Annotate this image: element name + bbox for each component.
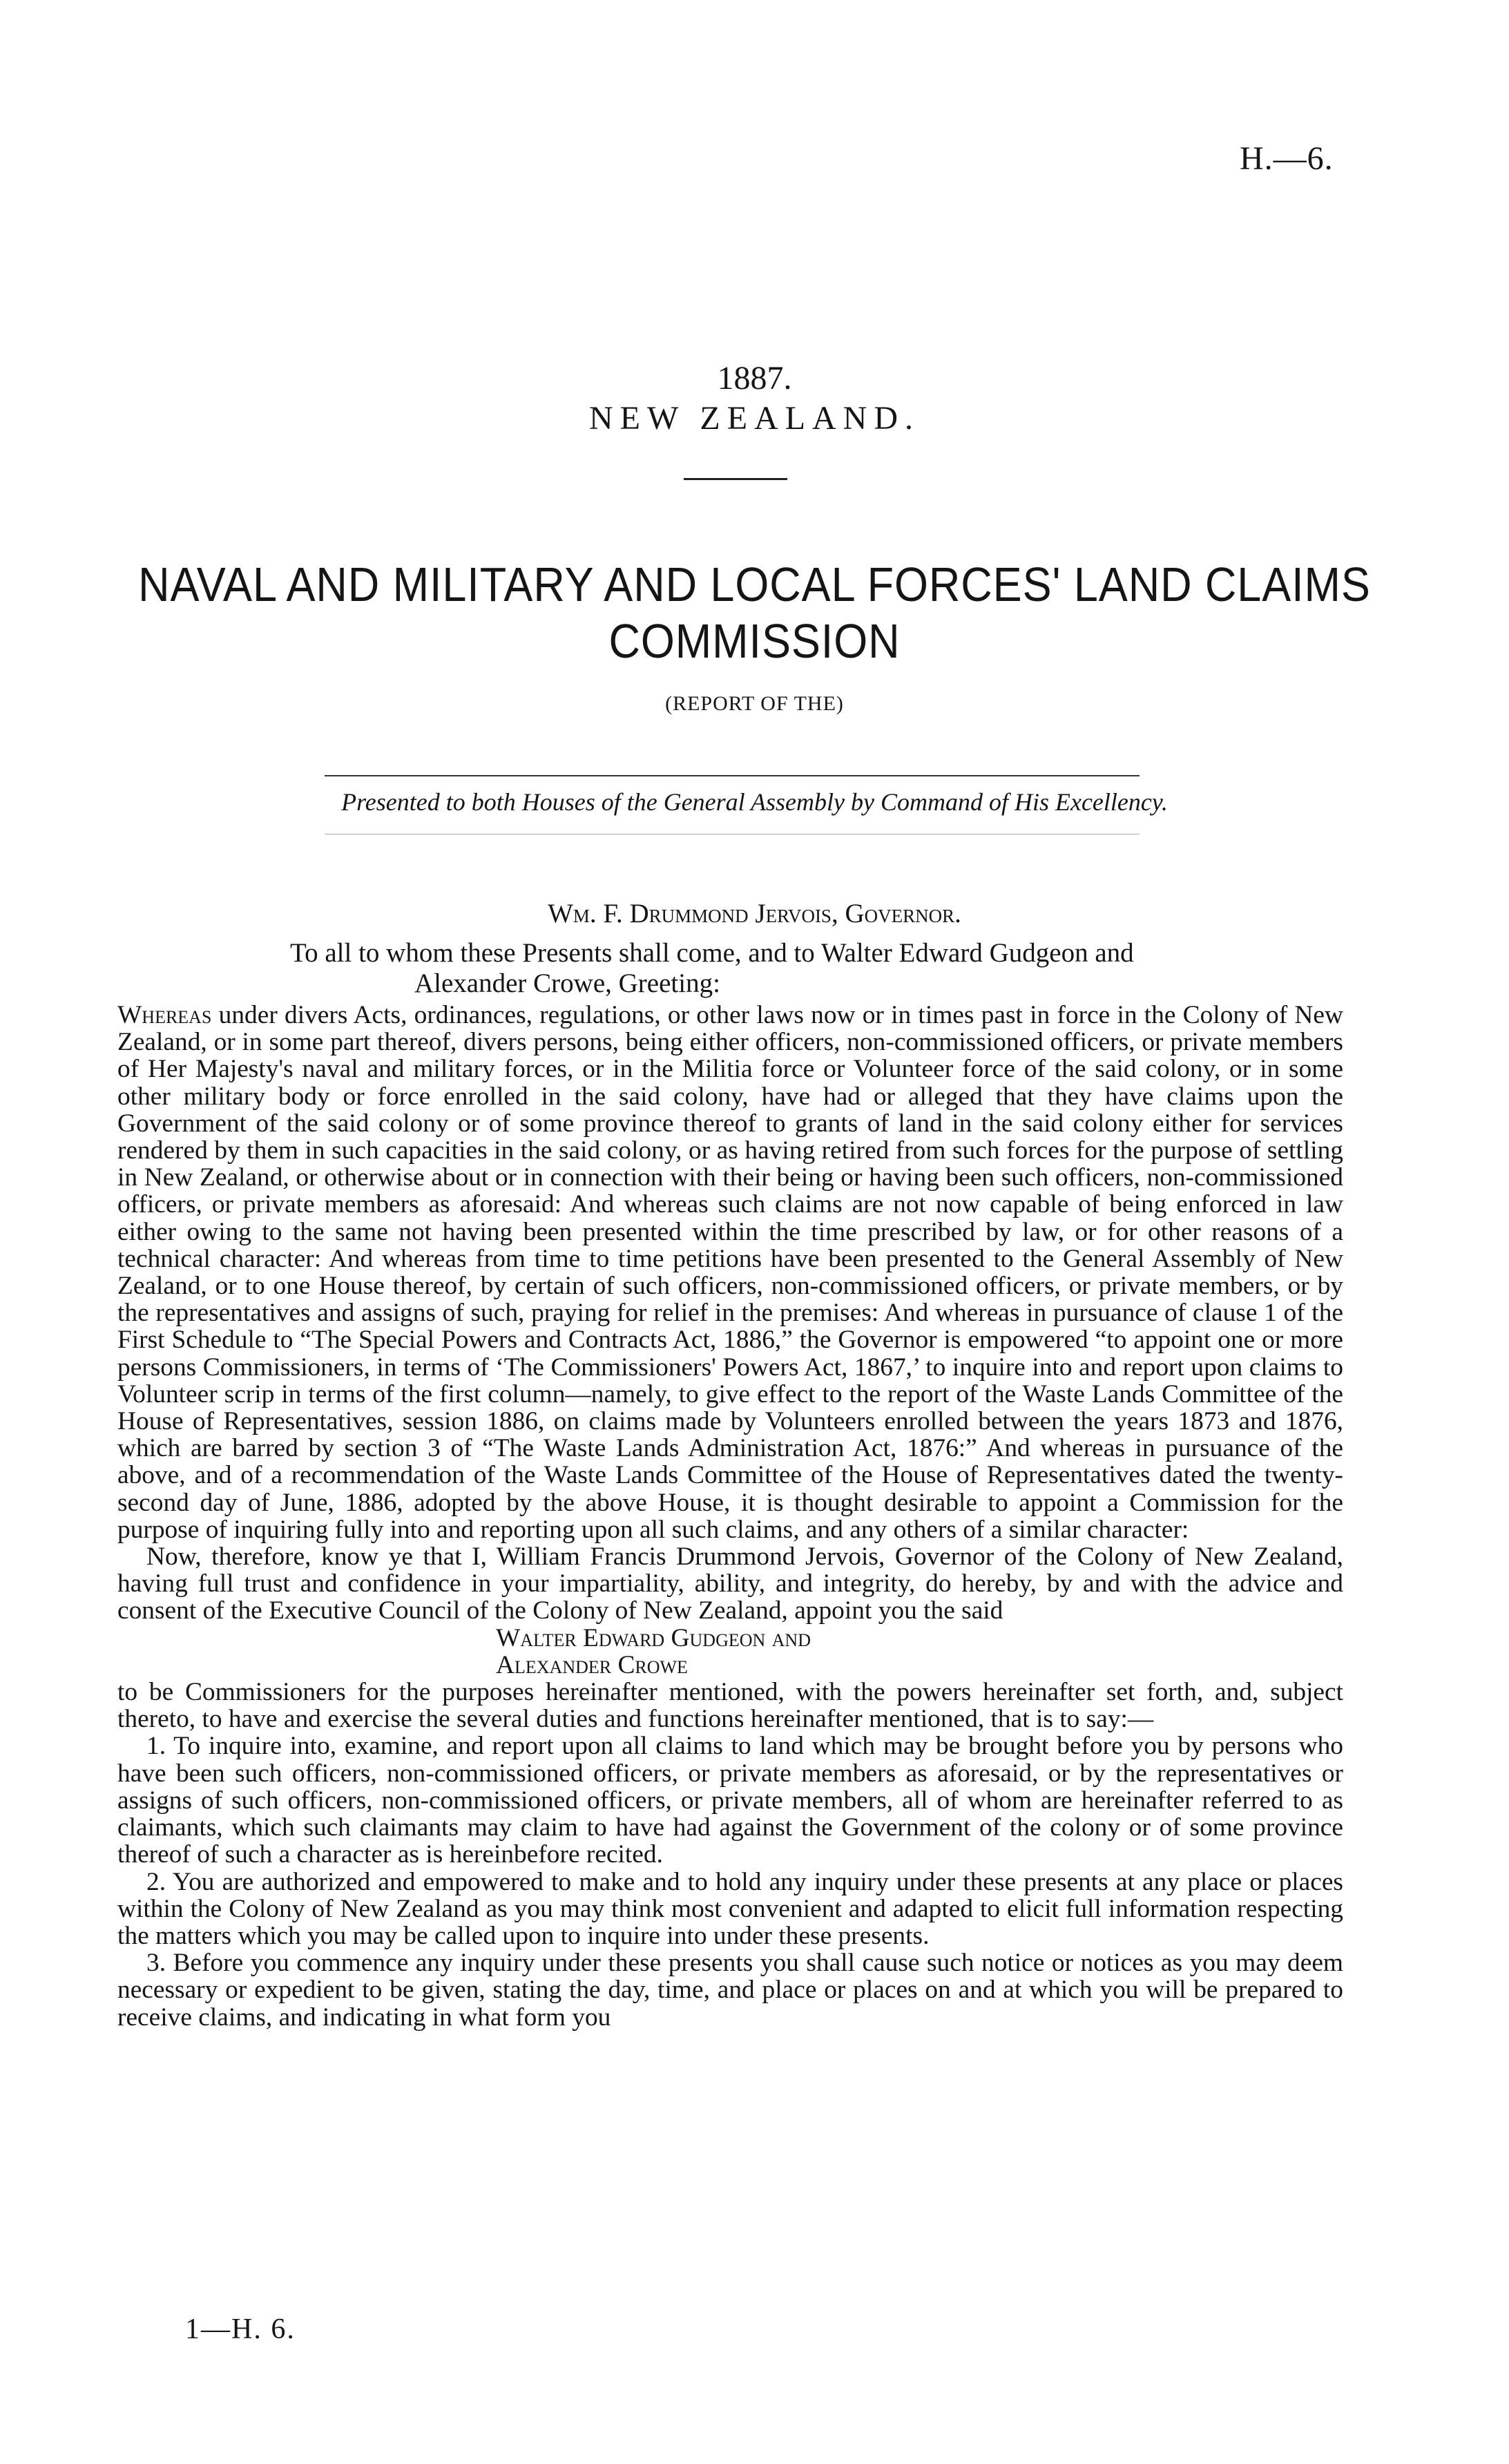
address-line-1: To all to whom these Presents shall come, and to Walter Edward Gudgeon and [290,938,1134,968]
page-reference: H.—6. [1240,140,1334,177]
report-title [75,556,1434,669]
commissioner-name-1: Walter Edward Gudgeon and [496,1623,811,1652]
country: NEW ZEALAND. [588,400,921,437]
address-line-2: Alexander Crowe, Greeting: [414,968,720,998]
clause-2: 2. You are authorized and empowered to make and to hold any inquiry under these presents at any place or places within the Colony of New Zealand as you may think most convenient and adapted to elicit full information respecting the matters which you may be called upon to inquire into under these presents. [117,1867,1343,1950]
long-rule-divider [325,775,1140,776]
appointment-paragraph: Now, therefore, know ye that I, William Francis Drummond Jervois, Governor of the Colony of New Zealand, having full trust and confidence in your impartiality, ability, and integrity, do hereby, by and with the advice and consent of the Executive Council of the Colony of New Zealand, appoint you the said [117,1543,1343,1625]
clause-1: 1. To inquire into, examine, and report upon all claims to land which may be brought before you by persons who have been such officers, non-commissioned officers, or private members as aforesaid, or by the representatives or assigns of such officers, non-commissioned officers, or private members, all of whom are hereinafter referred to as claimants, which such claimants may claim to have had against the Government of the colony or of some province thereof of such a character as is hereinbefore recited. [117,1732,1343,1869]
purposes-paragraph: to be Commissioners for the purposes hereinafter mentioned, with the powers hereinafter set forth, and, subject thereto, to have and exercise the several duties and functions hereinafter mentioned, that is to say:— [117,1678,1343,1734]
presented-line: Presented to both Houses of the General Assembly by Command of His Excellency. [341,788,1168,816]
year: 1887. [717,360,792,397]
whereas-lead: Whereas [117,1001,212,1029]
commissioner-name-2: Alexander Crowe [496,1650,688,1679]
whereas-text: under divers Acts, ordinances, regulations, or other laws now or in times past in force in the Colony of New Zealand, or in some part thereof, divers persons, being either officers, non-commissioned officers, or private members of Her Majesty's naval and military forces, or in the Militia force or Volunteer force of the said colony, or in some other military body or force enrolled in the said colony, have had or alleged that they have claims upon the Government of the said colony or of some province thereof to grants of land in the said colony either for services rendered by them in such capacities in the said colony, or as having retired from such forces for the purpose of settling in New Zealand, or otherwise about or in connection with their being or having been such officers, non-commissioned officers, or private members as aforesaid: And whereas such claims are not now capable of being enforced in law either owing to the same not having been presented within the time prescribed by law, or for other reasons of a technical character: And whereas from time to time petitions have been presented to the General Assembly of New Zealand, or to one House thereof, by certain of such officers, non-commissioned officers, or private members, or by the representatives and assigns of such, praying for relief in the premises: And whereas in pursuance of clause 1 of the First Schedule to “The Special Powers and Contracts Act, 1886,” the Governor is empowered “to appoint one or more persons Commissioners, in terms of ‘The Commissioners' Powers Act, 1867,’ to inquire into and report upon claims to Volunteer scrip in terms of the first column—namely, to give effect to the report of the Waste Lands Committee of the House of Representatives, session 1886, on claims made by Volunteers enrolled between the years 1873 and 1876, which are barred by section 3 of “The Waste Lands Administration Act, 1876:” And whereas in pursuance of the above, and of a recommendation of the Waste Lands Committee of the House of Representatives dated the twenty-second day of June, 1886, adopted by the above House, it is thought desirable to appoint a Commission for the purpose of inquiring fully into and reporting upon all such claims, and any others of a similar character: [117,1001,1343,1544]
short-rule-divider [684,478,787,480]
whereas-paragraph [117,1002,1343,1543]
report-subtitle: (REPORT OF THE) [665,692,844,715]
title-line-2: COMMISSION [608,614,901,668]
commission-body [117,1002,1343,2031]
clause-3: 3. Before you commence any inquiry under these presents you shall cause such notice or notices as you may deem necessary or expedient to be given, stating the day, time, and place or places on and at which you will be prepared to receive claims, and indicating in what form you [117,1949,1343,2032]
footer-reference: 1—H. 6. [185,2313,296,2345]
title-line-1: NAVAL AND MILITARY AND LOCAL FORCES' LAND CLAIMS [138,557,1371,611]
governor-signature: Wm. F. Drummond Jervois, Governor. [548,899,961,928]
